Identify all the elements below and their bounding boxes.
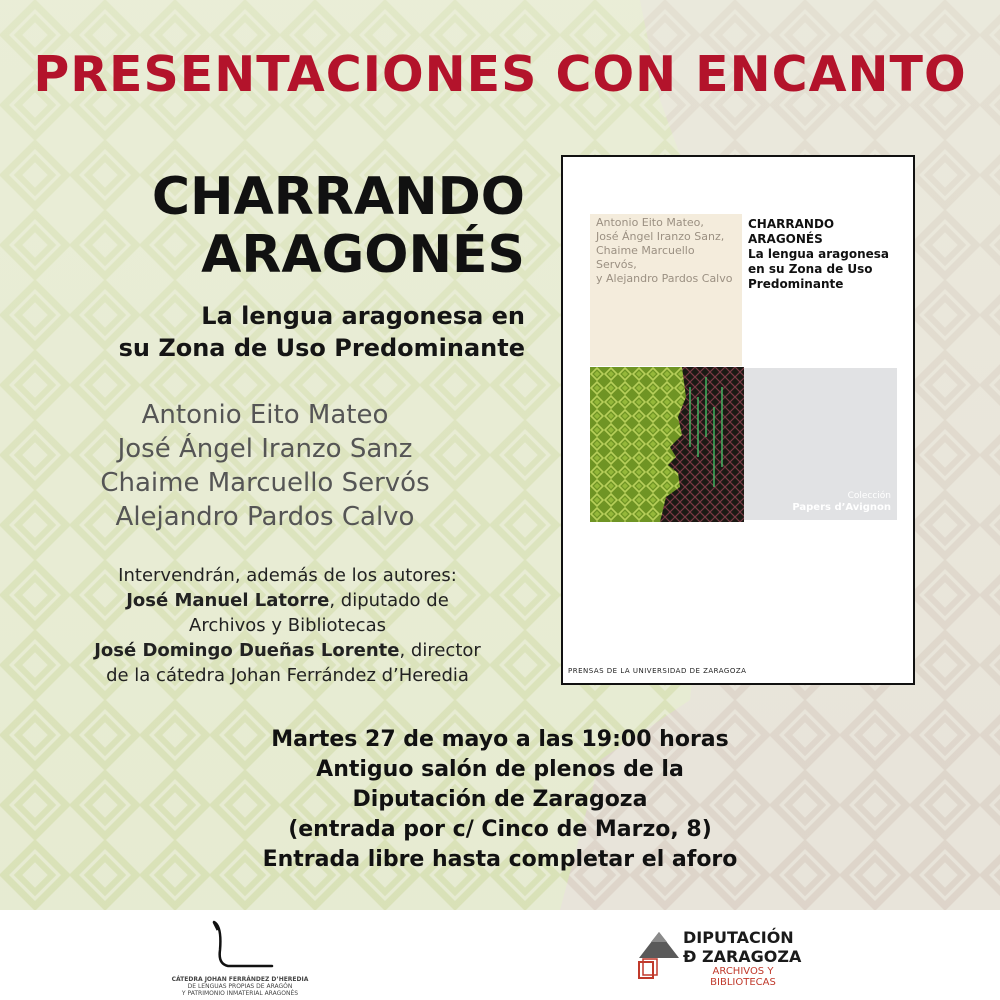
cover-subtitle-line: Predominante <box>748 277 844 291</box>
cover-author: Antonio Eito Mateo, <box>596 216 704 229</box>
speaker-1-name: José Manuel Latorre <box>126 590 330 611</box>
speaker-2-name: José Domingo Dueñas Lorente <box>94 640 400 661</box>
dpz-name-line: DIPUTACIÓN <box>683 928 794 947</box>
cover-publisher: PRENSAS DE LA UNIVERSIDAD DE ZARAGOZA <box>568 667 747 675</box>
cover-author: Chaime Marcuello Servós, <box>596 244 695 271</box>
event-venue: Antiguo salón de plenos de la <box>316 757 684 782</box>
event-entrance: (entrada por c/ Cinco de Marzo, 8) <box>288 817 712 842</box>
cover-subtitle-line: en su Zona de Uso <box>748 262 873 276</box>
cover-profile-art <box>590 367 744 522</box>
subtitle-line-1: La lengua aragonesa en <box>201 302 525 330</box>
cover-subtitle-line: La lengua aragonesa <box>748 247 889 261</box>
collection-name: Papers d’Avignon <box>792 502 891 513</box>
catedra-line: DE LENGUAS PROPIAS DE ARAGÓN <box>187 983 293 990</box>
collection-label: Colección <box>847 491 891 501</box>
authors-list <box>60 398 470 534</box>
book-subtitle <box>40 300 525 364</box>
speaker-1 <box>40 588 535 613</box>
pen-icon <box>200 920 280 975</box>
speakers-block <box>40 563 535 688</box>
cover-title-line: CHARRANDO <box>748 217 835 231</box>
dpz-name <box>683 928 801 966</box>
catedra-logo <box>160 918 320 998</box>
dpz-name-line: Ð ZARAGOZA <box>683 947 802 966</box>
cover-author: y Alejandro Pardos Calvo <box>596 272 733 285</box>
dpz-emblem-icon <box>637 930 681 980</box>
catedra-name: CÁTEDRA JOHAN FERRÁNDEZ D’HEREDIA <box>171 976 309 983</box>
cover-authors <box>590 214 742 366</box>
footer <box>0 910 1000 1000</box>
dpz-department-line: BIBLIOTECAS <box>710 977 776 988</box>
dpz-department <box>683 966 803 988</box>
event-date: Martes 27 de mayo a las 19:00 horas <box>271 727 729 752</box>
book-cover-image <box>561 155 915 685</box>
event-venue-cont: Diputación de Zaragoza <box>352 787 648 812</box>
author: Chaime Marcuello Servós <box>100 468 430 498</box>
speakers-intro: Intervendrán, además de los autores: <box>118 565 457 586</box>
speaker-2-role-cont: de la cátedra Johan Ferrández d’Heredia <box>106 665 469 686</box>
book-title <box>60 168 525 284</box>
cover-title <box>748 217 908 292</box>
event-admission: Entrada libre hasta completar el aforo <box>262 847 738 872</box>
author: Alejandro Pardos Calvo <box>115 502 415 532</box>
subtitle-line-2: su Zona de Uso Predominante <box>118 334 525 362</box>
author: Antonio Eito Mateo <box>141 400 389 430</box>
catedra-line: Y PATRIMONIO INMATERIAL ARAGONÉS <box>181 990 299 997</box>
cover-author: José Ángel Iranzo Sanz, <box>596 230 725 243</box>
speaker-2-role: , director <box>399 640 481 661</box>
dpz-department-line: ARCHIVOS Y <box>712 966 774 977</box>
headline: PRESENTACIONES CON ENCANTO <box>33 46 967 103</box>
author: José Ángel Iranzo Sanz <box>117 434 413 464</box>
diputacion-zaragoza-logo <box>637 922 837 997</box>
title-line-2: ARAGONÉS <box>201 225 525 285</box>
speaker-1-role: , diputado de <box>329 590 449 611</box>
title-line-1: CHARRANDO <box>151 167 525 227</box>
event-details <box>100 725 900 875</box>
cover-collection <box>792 490 891 514</box>
catedra-caption <box>160 976 320 997</box>
speaker-1-role-cont: Archivos y Bibliotecas <box>189 615 386 636</box>
cover-grey-panel <box>744 368 897 520</box>
cover-title-line: ARAGONÉS <box>748 232 823 246</box>
speaker-2 <box>40 638 535 663</box>
